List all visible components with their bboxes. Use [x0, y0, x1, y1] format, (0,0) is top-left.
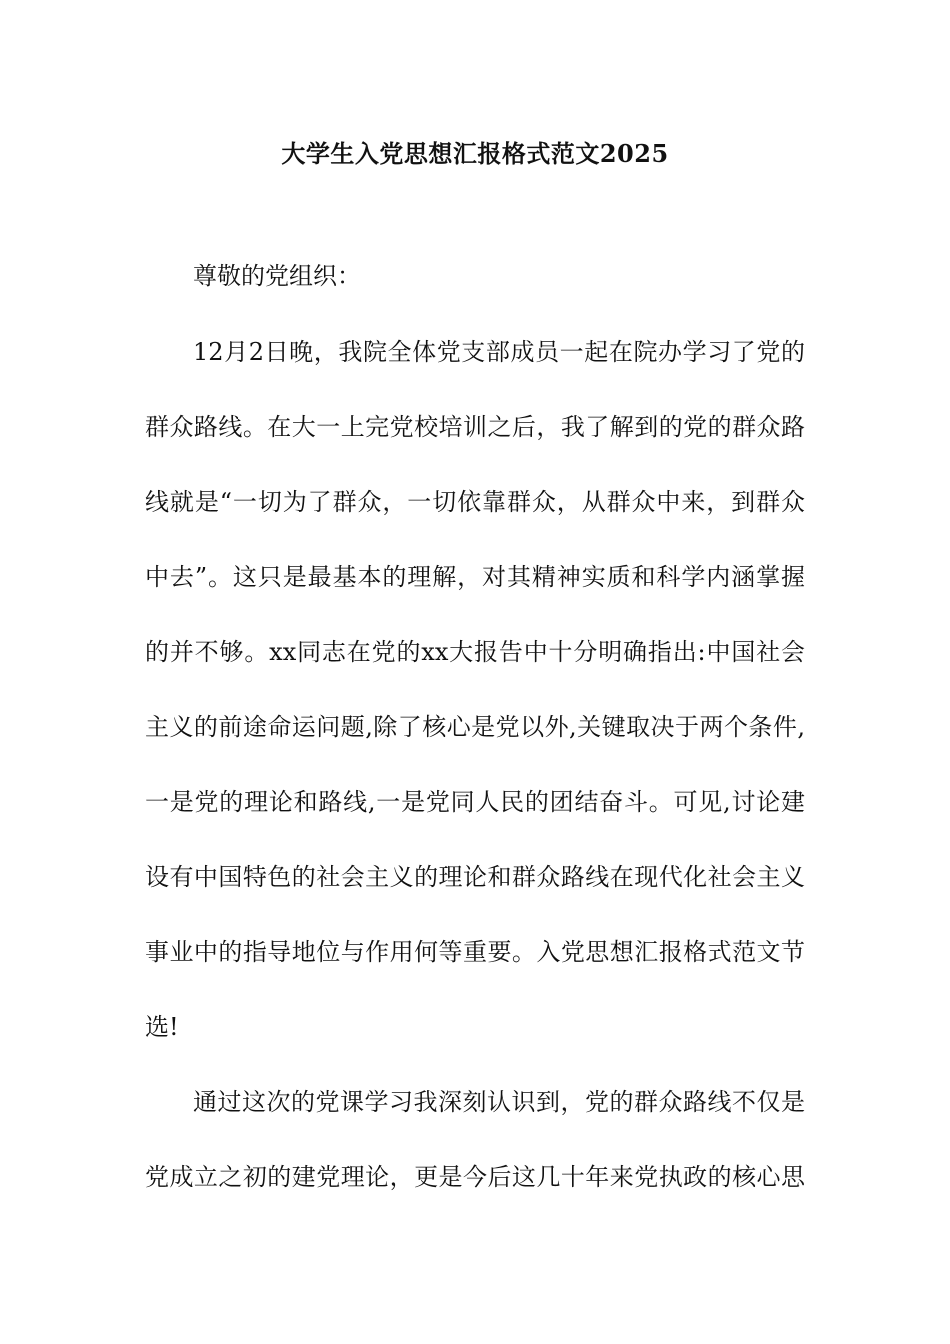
paragraph-line-7: 一是党的理论和路线,一是党同人民的团结奋斗。可见,讨论建 — [145, 788, 805, 816]
paragraph-line-8: 设有中国特色的社会主义的理论和群众路线在现代化社会主义 — [145, 863, 805, 891]
paragraph2-line-1: 通过这次的党课学习我深刻认识到，党的群众路线不仅是 — [193, 1088, 805, 1116]
paragraph-line-9: 事业中的指导地位与作用何等重要。入党思想汇报格式范文节 — [145, 938, 805, 966]
paragraph-line-10: 选! — [145, 1013, 179, 1041]
document-title: 大学生入党思想汇报格式范文2025 — [281, 139, 669, 168]
salutation: 尊敬的党组织： — [193, 262, 361, 290]
paragraph-line-3: 线就是“一切为了群众，一切依靠群众，从群众中来，到群众 — [145, 488, 805, 516]
paragraph-line-5: 的并不够。xx同志在党的xx大报告中十分明确指出:中国社会 — [145, 638, 805, 666]
paragraph2-line-2: 党成立之初的建党理论，更是今后这几十年来党执政的核心思 — [145, 1163, 805, 1191]
paragraph-line-6: 主义的前途命运问题,除了核心是党以外,关键取决于两个条件, — [145, 713, 805, 741]
paragraph-line-4: 中去”。这只是最基本的理解，对其精神实质和科学内涵掌握 — [145, 563, 805, 591]
paragraph-line-1: 12月2日晚，我院全体党支部成员一起在院办学习了党的 — [193, 338, 805, 366]
paragraph-line-2: 群众路线。在大一上完党校培训之后，我了解到的党的群众路 — [145, 413, 805, 441]
